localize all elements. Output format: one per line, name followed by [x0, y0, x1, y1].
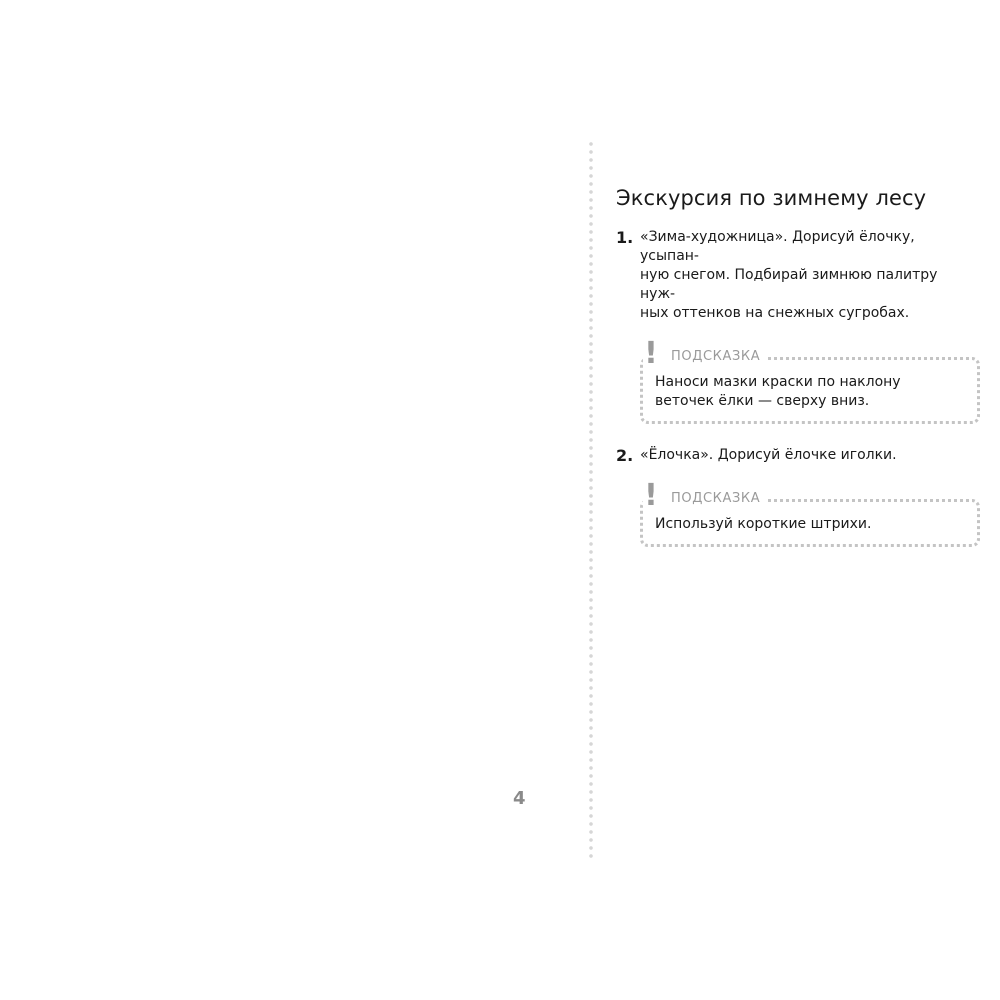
book-spine-divider	[587, 140, 595, 860]
task-2	[616, 446, 961, 465]
right-page-content	[616, 186, 961, 547]
task-text-line: «Ёлочка». Дорисуй ёлочке иголки.	[640, 447, 897, 463]
hint-header	[643, 478, 766, 513]
task-text-line: «Зима-художница». Дорисуй ёлочку, усыпан-	[640, 229, 915, 264]
hint-text-line: Используй короткие штрихи.	[655, 516, 872, 532]
task-number: 2.	[616, 446, 634, 465]
task-text	[640, 228, 961, 323]
task-text-line: ную снегом. Подбирай зимнюю палитру нуж-	[640, 267, 938, 302]
section-title: Экскурсия по зимнему лесу	[616, 186, 927, 210]
page-number: 4	[513, 788, 526, 809]
task-1	[616, 228, 961, 323]
exclamation-icon: !	[644, 336, 658, 371]
hint-label: ПОДСКАЗКА	[671, 491, 761, 506]
hint-header	[643, 336, 766, 371]
task-number: 1.	[616, 228, 634, 247]
hint-box	[640, 478, 980, 547]
task-text	[640, 446, 961, 465]
hint-box	[640, 336, 980, 424]
task-text-line: ных оттенков на снежных сугробах.	[640, 305, 910, 321]
exclamation-icon: !	[644, 478, 658, 513]
hint-text-line: Наноси мазки краски по наклону	[655, 374, 901, 390]
hint-label: ПОДСКАЗКА	[671, 349, 761, 364]
hint-text-line: веточек ёлки — сверху вниз.	[655, 393, 870, 409]
